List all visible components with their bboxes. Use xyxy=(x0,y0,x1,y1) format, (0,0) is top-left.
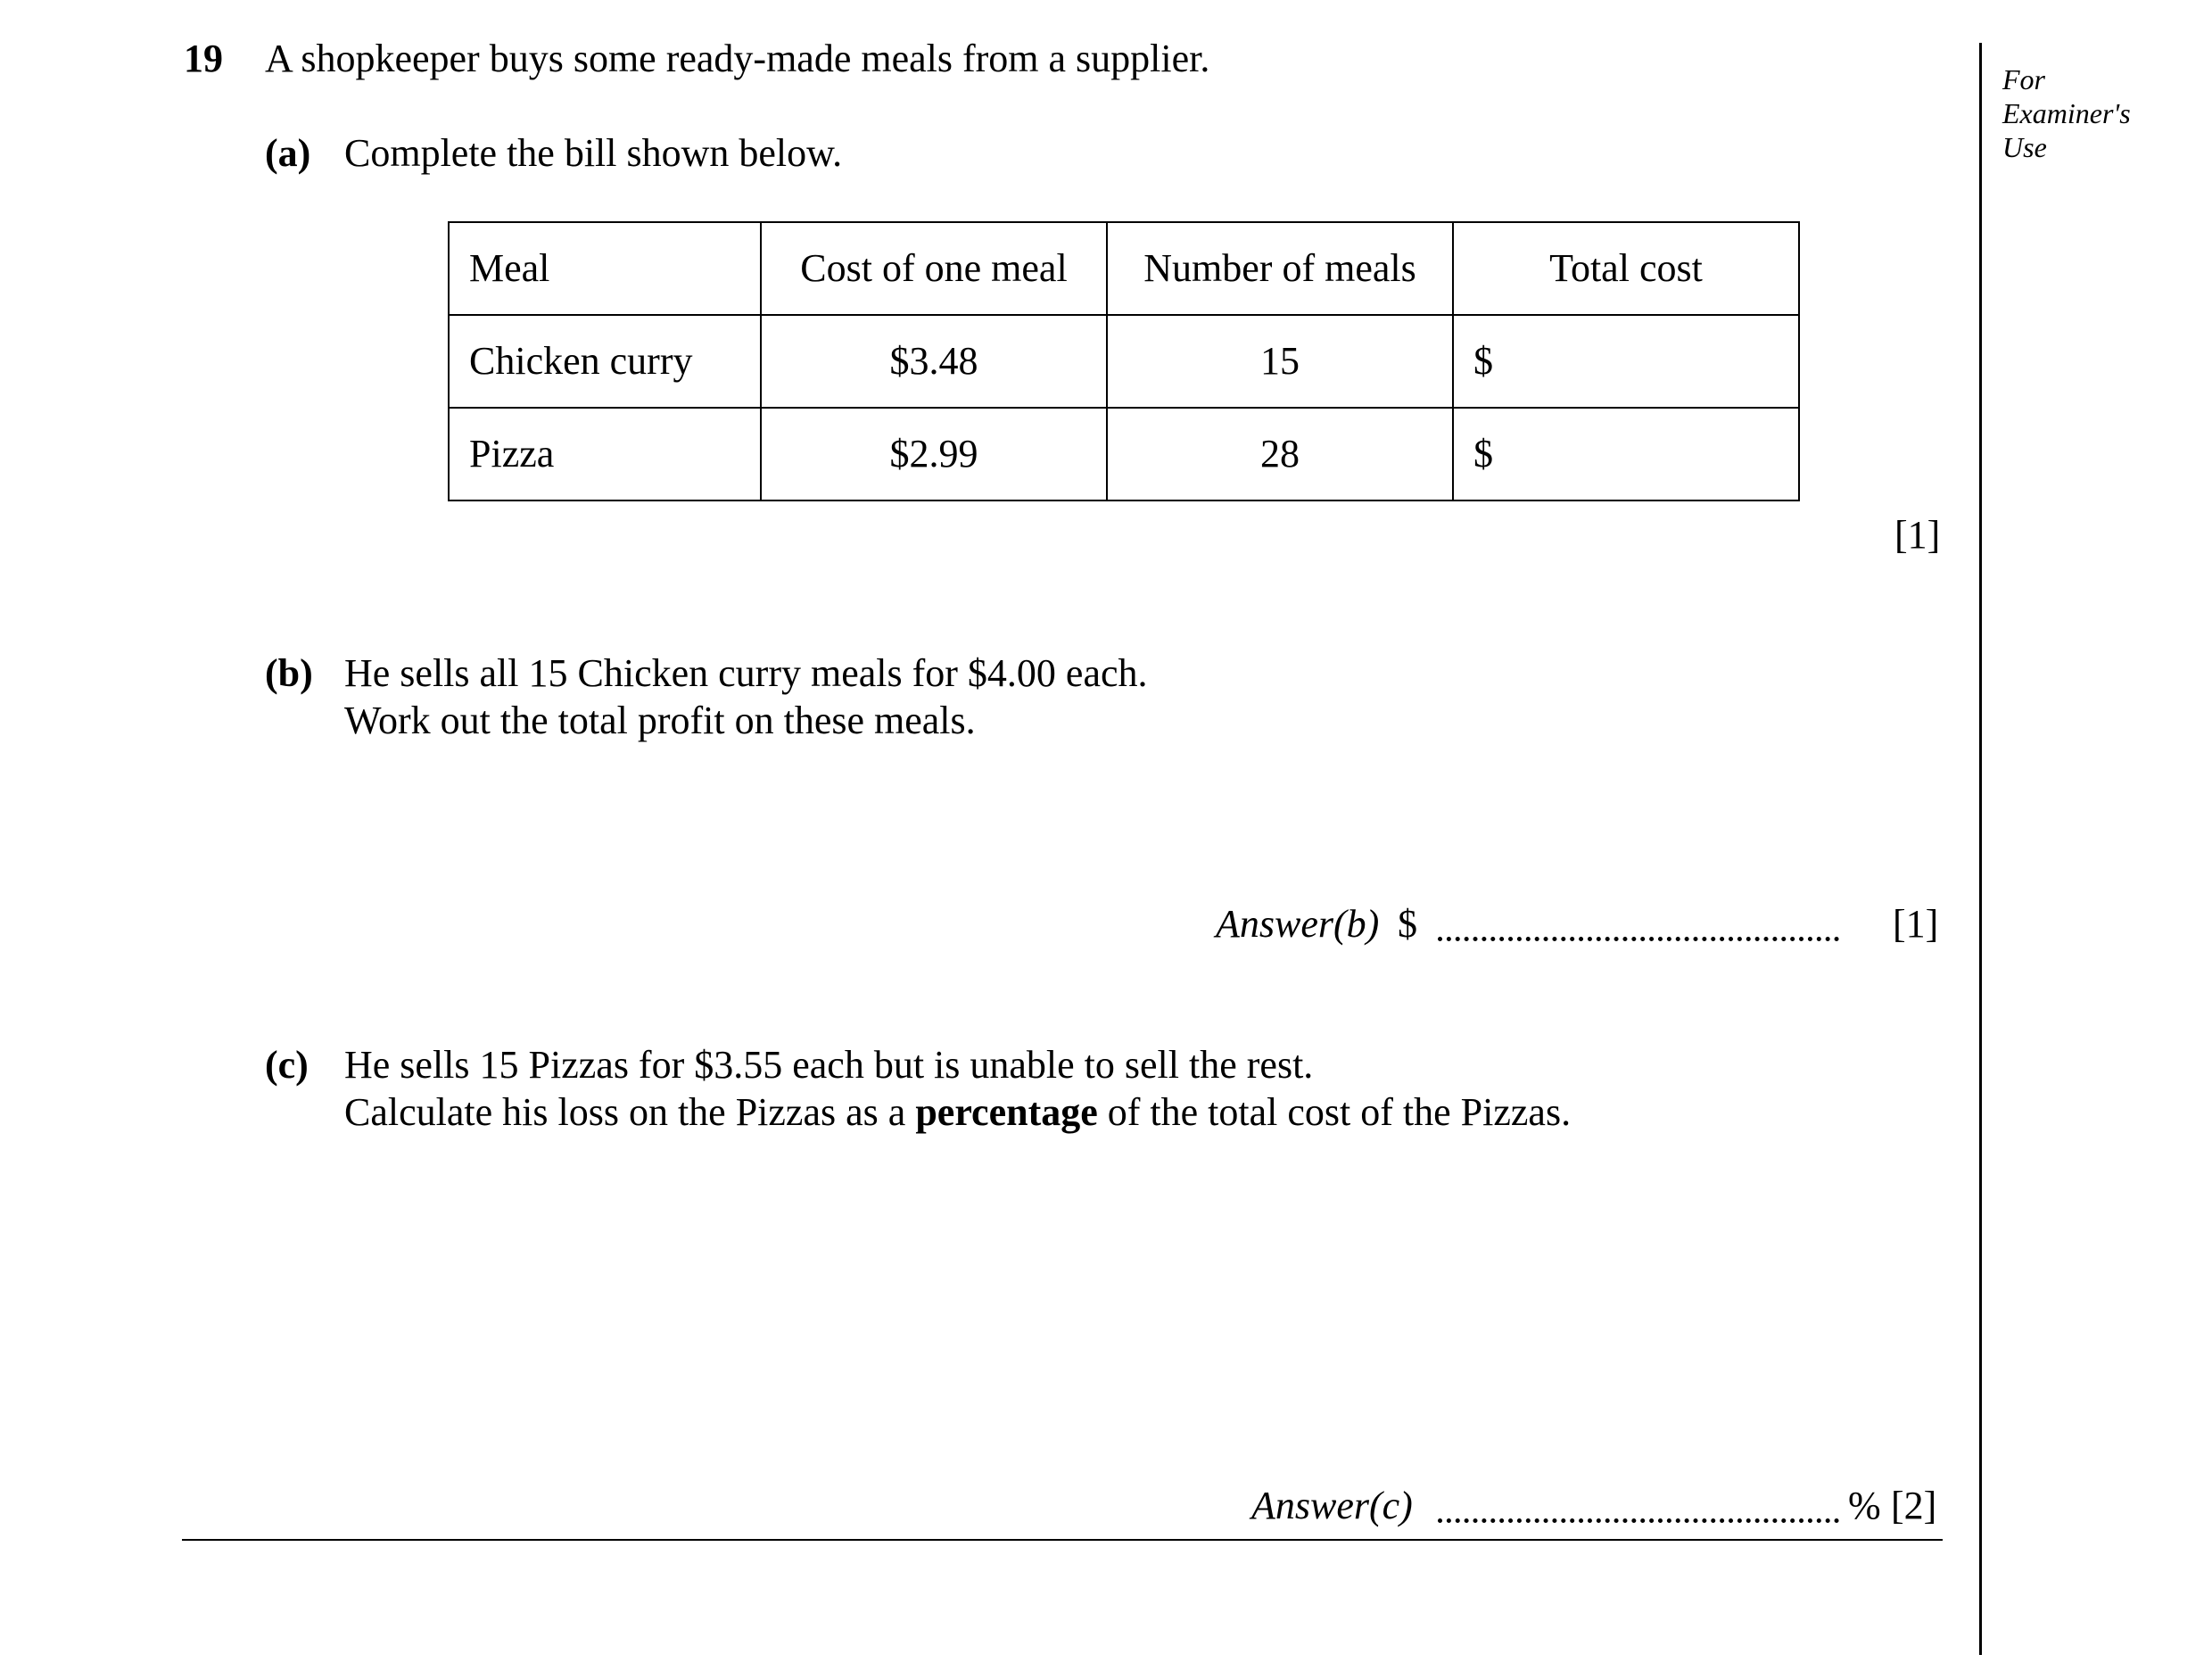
part-c-line2-post: of the total cost of the Pizzas. xyxy=(1107,1090,1572,1134)
bill-table xyxy=(448,221,1800,501)
header-total-cost: Total cost xyxy=(1453,222,1799,315)
part-c-marks: [2] xyxy=(1891,1484,1937,1527)
examiner-label-line3: Use xyxy=(2002,131,2047,163)
row-meal-cell: Chicken curry xyxy=(449,315,761,408)
part-c-line2 xyxy=(344,1090,1572,1134)
part-c-line2-pre: Calculate his loss on the Pizzas as a xyxy=(344,1090,906,1134)
header-cost-of-one-meal: Cost of one meal xyxy=(761,222,1107,315)
part-c-label: (c) xyxy=(265,1043,309,1087)
part-b-marks: [1] xyxy=(1893,902,1939,946)
row-cost-cell: $2.99 xyxy=(761,408,1107,500)
row-cost-cell: $3.48 xyxy=(761,315,1107,408)
row-total-answer-cell[interactable]: $ xyxy=(1453,315,1799,408)
examiner-label-line1: For xyxy=(2002,63,2045,95)
part-a-text: Complete the bill shown below. xyxy=(344,131,843,175)
question-number: 19 xyxy=(184,37,223,80)
part-a-label: (a) xyxy=(265,131,311,175)
part-b-line2: Work out the total profit on these meals. xyxy=(344,699,976,742)
part-b-answer-line[interactable] xyxy=(1438,937,1839,941)
header-meal: Meal xyxy=(449,222,761,315)
part-c-answer-suffix: % xyxy=(1848,1484,1881,1527)
examiner-label-line2: Examiner's xyxy=(2002,97,2131,129)
part-c-answer-line[interactable] xyxy=(1438,1518,1839,1523)
row-meal-cell: Pizza xyxy=(449,408,761,500)
examiner-margin-line xyxy=(1979,43,1982,1655)
table-row xyxy=(449,315,1799,408)
part-b-line1: He sells all 15 Chicken curry meals for $4.00 each. xyxy=(344,651,1148,695)
part-b-answer-label: Answer(b) xyxy=(1216,902,1380,946)
part-c-answer-label: Answer(c) xyxy=(1251,1484,1413,1527)
table-row xyxy=(449,408,1799,500)
examiner-use-label xyxy=(2002,62,2131,164)
table-header-row xyxy=(449,222,1799,315)
header-number-of-meals: Number of meals xyxy=(1107,222,1453,315)
question-intro: A shopkeeper buys some ready-made meals from a supplier. xyxy=(265,37,1210,80)
row-number-cell: 15 xyxy=(1107,315,1453,408)
part-a-marks: [1] xyxy=(1894,513,1941,557)
part-c-line1: He sells 15 Pizzas for $3.55 each but is unable to sell the rest. xyxy=(344,1043,1314,1087)
row-total-answer-cell[interactable]: $ xyxy=(1453,408,1799,500)
question-end-rule xyxy=(182,1539,1943,1541)
row-number-cell: 28 xyxy=(1107,408,1453,500)
part-c-line2-bold: percentage xyxy=(915,1090,1098,1134)
part-b-answer-prefix: $ xyxy=(1398,902,1417,946)
part-b-label: (b) xyxy=(265,651,313,695)
